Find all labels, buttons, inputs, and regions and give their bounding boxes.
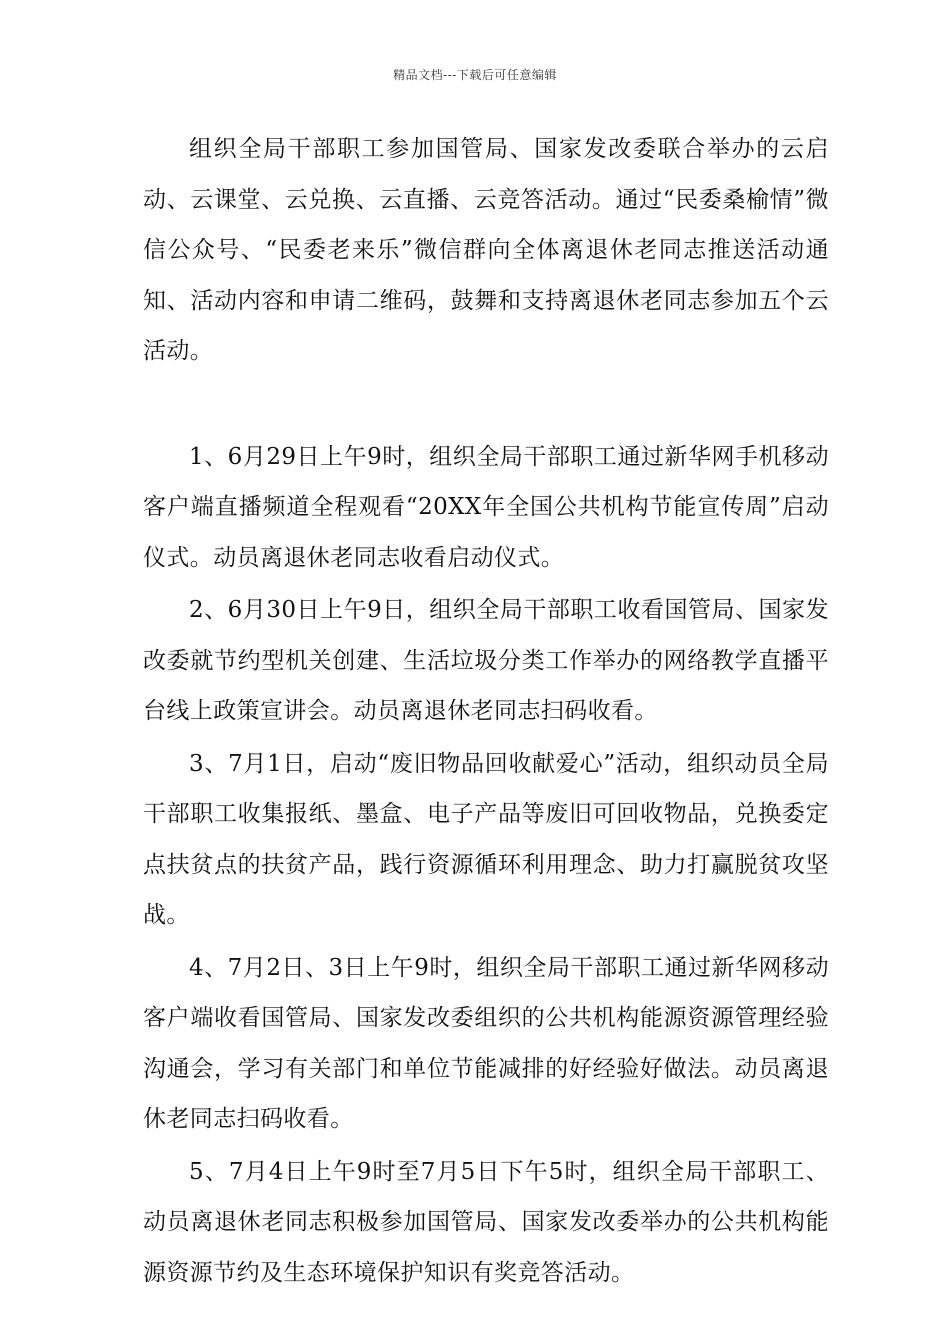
list-item-2: 2、6月30日上午9日，组织全局干部职工收看国管局、国家发改委就节约型机关创建、生活垃圾分类工作举办的网络教学直播平台线上政策宣讲会。动员离退休老同志扫码收看。 <box>143 597 829 724</box>
list-item-1: 1、6月29日上午9时，组织全局干部职工通过新华网手机移动客户端直播频道全程观看“20XX年全国公共机构节能宣传周”启动仪式。动员离退休老同志收看启动仪式。 <box>143 443 829 571</box>
page-header: 精品文档---下载后可任意编辑 <box>393 68 557 82</box>
document-body <box>143 124 829 1300</box>
list-item-4: 4、7月2日、3日上午9时，组织全局干部职工通过新华网移动客户端收看国管局、国家发改委组织的公共机构能源资源管理经验沟通会，学习有关部门和单位节能减排的好经验好做法。动员离退休老同志扫码收看。 <box>143 954 829 1132</box>
list-item-3: 3、7月1日，启动“废旧物品回收献爱心”活动，组织动员全局干部职工收集报纸、墨盒、电子产品等废旧可回收物品，兑换委定点扶贫点的扶贫产品，践行资源循环利用理念、助力打赢脱贫攻坚战。 <box>143 750 829 928</box>
intro-paragraph: 组织全局干部职工参加国管局、国家发改委联合举办的云启动、云课堂、云兑换、云直播、云竞答活动。通过“民委桑榆情”微信公众号、“民委老来乐”微信群向全体离退休老同志推送活动通知、活动内容和申请二维码，鼓舞和支持离退休老同志参加五个云活动。 <box>143 136 829 364</box>
list-item-5: 5、7月4日上午9时至7月5日下午5时，组织全局干部职工、动员离退休老同志积极参加国管局、国家发改委举办的公共机构能源资源节约及生态环境保护知识有奖竞答活动。 <box>143 1158 829 1286</box>
